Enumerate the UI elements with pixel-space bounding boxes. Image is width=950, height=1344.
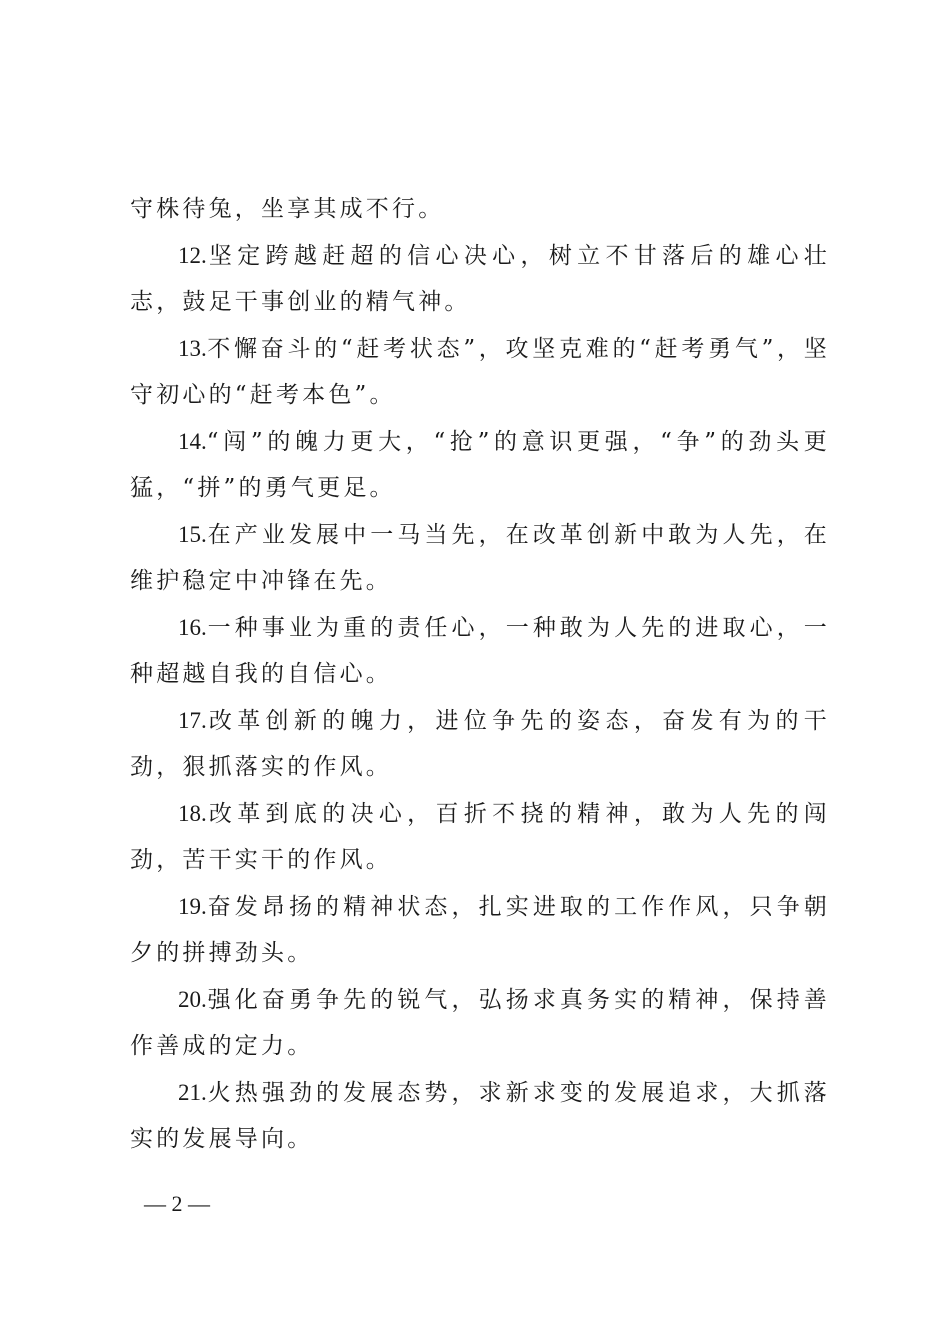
item-number: 18. (178, 800, 207, 826)
list-item-16 (130, 605, 830, 698)
item-text: 在产业发展中一马当先，在改革创新中敢为人先，在维护稳定中冲锋在先。 (130, 521, 830, 594)
document-body (130, 186, 830, 1163)
item-text: 改革到底的决心，百折不挠的精神，敢为人先的闯劲，苦干实干的作风。 (130, 800, 830, 873)
item-number: 17. (178, 707, 207, 733)
list-item-18 (130, 791, 830, 884)
item-number: 21. (178, 1079, 207, 1105)
list-item-21 (130, 1070, 830, 1163)
list-item-19 (130, 884, 830, 977)
list-item-15 (130, 512, 830, 605)
item-text: 强化奋勇争先的锐气，弘扬求真务实的精神，保持善作善成的定力。 (130, 986, 830, 1059)
item-number: 16. (178, 614, 207, 640)
item-text: 坚定跨越赶超的信心决心，树立不甘落后的雄心壮志，鼓足干事创业的精气神。 (130, 242, 830, 315)
list-item-20 (130, 977, 830, 1070)
page-number: — 2 — (144, 1191, 210, 1216)
item-number: 20. (178, 986, 207, 1012)
continuation-paragraph: 守株待兔，坐享其成不行。 (130, 196, 445, 222)
item-number: 14. (178, 428, 207, 454)
item-text: 一种事业为重的责任心，一种敢为人先的进取心，一种超越自我的自信心。 (130, 614, 830, 687)
item-number: 12. (178, 242, 207, 268)
item-number: 15. (178, 521, 207, 547)
item-text: 不懈奋斗的“赶考状态”，攻坚克难的“赶考勇气”，坚守初心的“赶考本色”。 (130, 335, 830, 408)
list-item-12 (130, 233, 830, 326)
list-item-13 (130, 326, 830, 419)
item-text: 火热强劲的发展态势，求新求变的发展追求，大抓落实的发展导向。 (130, 1079, 830, 1152)
item-number: 19. (178, 893, 207, 919)
item-number: 13. (178, 335, 207, 361)
list-item-14 (130, 419, 830, 512)
item-text: 改革创新的魄力，进位争先的姿态，奋发有为的干劲，狠抓落实的作风。 (130, 707, 830, 780)
list-item-17 (130, 698, 830, 791)
item-text: “闯”的魄力更大，“抢”的意识更强，“争”的劲头更猛，“拼”的勇气更足。 (130, 428, 830, 501)
item-text: 奋发昂扬的精神状态，扎实进取的工作作风，只争朝夕的拼搏劲头。 (130, 893, 830, 966)
